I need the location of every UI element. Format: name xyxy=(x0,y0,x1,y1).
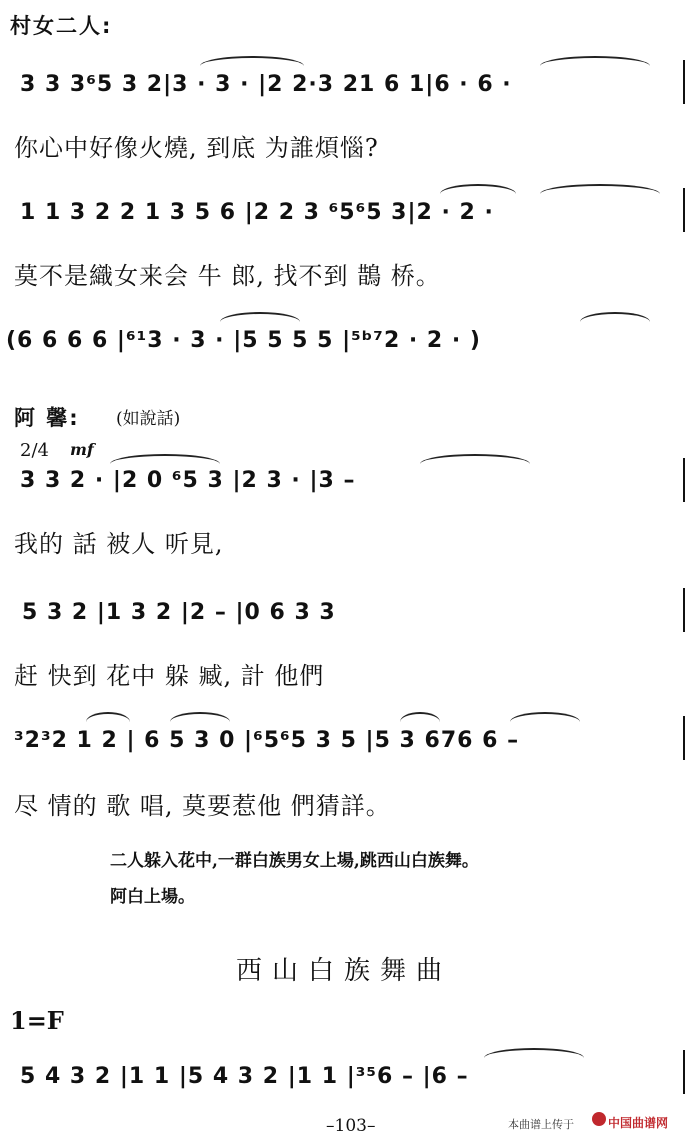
lyric-row-2: 莫不是織女来会 牛 郎, 找不到 鵲 桥。 xyxy=(14,262,441,290)
footer-credit: 本曲谱上传于 xyxy=(508,1118,574,1131)
slur xyxy=(440,184,516,194)
slur xyxy=(510,712,580,722)
slur xyxy=(110,454,220,464)
footer-site-name[interactable]: 中国曲谱网 xyxy=(608,1116,669,1130)
final-barline xyxy=(683,588,685,632)
slur xyxy=(420,454,530,464)
time-signature: 2/4 xyxy=(20,440,49,461)
lyric-row-4: 我的 話 被人 听見, xyxy=(14,530,224,558)
slur xyxy=(200,56,304,66)
slur xyxy=(580,312,650,322)
page-number: –103– xyxy=(326,1116,376,1136)
slur xyxy=(400,712,440,722)
slur xyxy=(170,712,230,722)
lyric-row-5: 赶 快到 花中 躲 臧, 計 他們 xyxy=(14,662,325,690)
slur xyxy=(220,312,300,322)
notation-row-3: (6 6 6 6 |⁶¹3 · 3 · |5 5 5 5 |⁵ᵇ⁷2 · 2 · ) xyxy=(6,328,481,353)
slur xyxy=(86,712,130,722)
final-barline xyxy=(683,716,685,760)
final-barline xyxy=(683,458,685,502)
performance-note: (如說話) xyxy=(116,409,181,429)
notation-row-6: ³2³2 1 2 | 6 5 3 0 |⁶5⁶5 3 5 |5 3 676 6 – xyxy=(14,728,520,753)
notation-row-5: 5 3 2 |1 3 2 |2 – |0 6 3 3 xyxy=(22,600,336,625)
final-barline xyxy=(683,60,685,104)
notation-row-2: 1 1 3 2 2 1 3 5 6 |2 2 3 ⁶5⁶5 3|2 · 2 · xyxy=(20,200,494,225)
slur xyxy=(540,184,660,194)
lyric-row-6: 尽 情的 歌 唱, 莫要惹他 們猜詳。 xyxy=(14,792,391,820)
final-barline xyxy=(683,188,685,232)
speaker-label-villagers: 村女二人: xyxy=(10,14,113,38)
notation-row-4: 3 3 2 · |2 0 ⁶5 3 |2 3 · |3 – xyxy=(20,468,356,493)
stage-direction-line-2: 阿白上場。 xyxy=(110,887,195,907)
site-logo-icon xyxy=(592,1112,606,1126)
notation-row-1: 3 3 3⁶5 3 2|3 · 3 · |2 2·3 21 6 1|6 · 6 · xyxy=(20,72,512,97)
dynamic-marking: mf xyxy=(70,440,94,459)
section-title: 西山白族舞曲 xyxy=(236,956,453,986)
stage-direction-line-1: 二人躲入花中,一群白族男女上場,跳西山白族舞。 xyxy=(110,851,479,871)
lyric-row-1: 你心中好像火燒, 到底 为誰煩惱? xyxy=(14,134,379,162)
final-barline xyxy=(683,1050,685,1094)
slur xyxy=(484,1048,584,1058)
speaker-label-ah-xin: 阿 馨: xyxy=(14,406,80,430)
key-signature: 1=F xyxy=(10,1006,64,1035)
notation-row-7: 5 4 3 2 |1 1 |5 4 3 2 |1 1 |³⁵6 – |6 – xyxy=(20,1064,469,1089)
slur xyxy=(540,56,650,66)
